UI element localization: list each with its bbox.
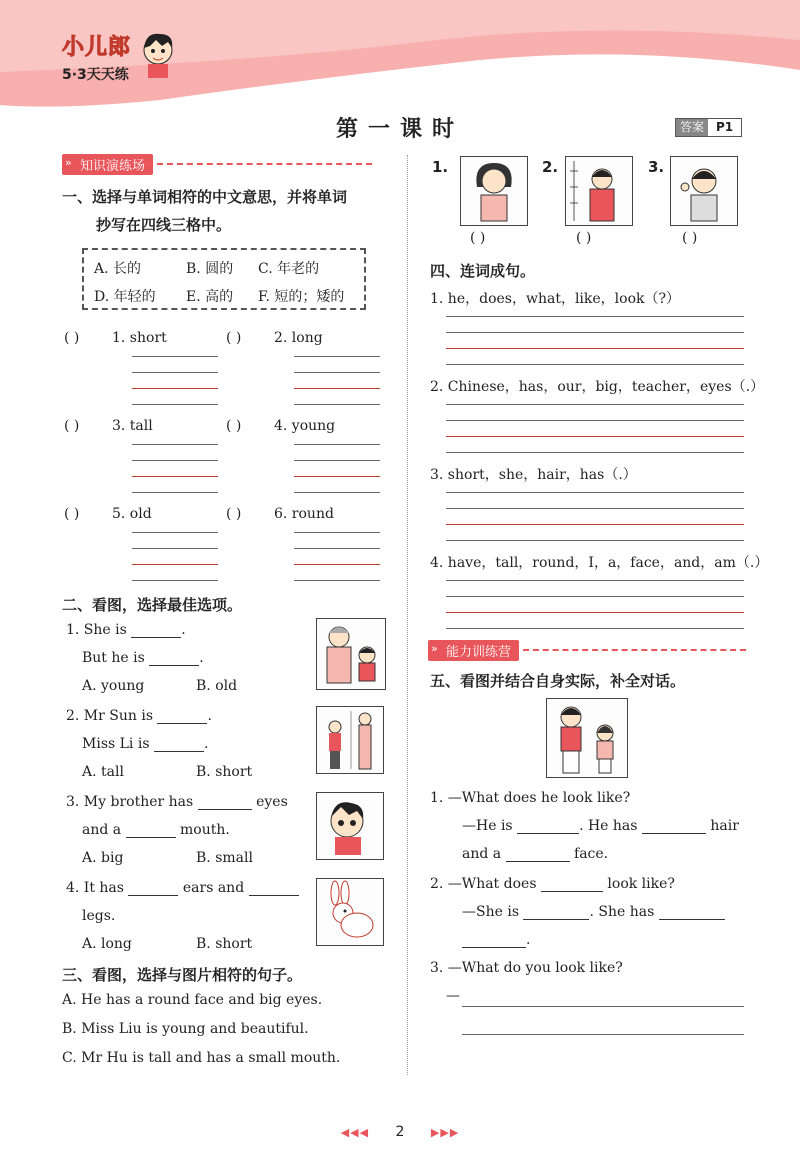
q4-item-4: 4. have，tall，round，I，a，face，and，am（.）: [430, 555, 769, 571]
answer-paren[interactable]: ( ): [226, 330, 242, 346]
writing-grid-line[interactable]: [446, 452, 744, 453]
q5-dash: —: [446, 988, 460, 1004]
writing-grid-line[interactable]: [446, 628, 744, 629]
answer-paren[interactable]: ( ): [64, 418, 80, 434]
writing-grid-line[interactable]: [446, 420, 744, 421]
q5-d2c: —She is: [462, 904, 520, 920]
dot: .: [203, 736, 209, 752]
blank[interactable]: [157, 723, 207, 724]
q3-sentence-b: B. Miss Liu is young and beautiful.: [62, 1021, 309, 1037]
q4-item-3: 3. short，she，hair，has（.）: [430, 467, 637, 483]
options-box: [82, 248, 366, 310]
writing-grid-line[interactable]: [446, 580, 744, 581]
q4-title: 四、连词成句。: [430, 262, 536, 280]
blank[interactable]: [659, 919, 725, 920]
writing-grid-line[interactable]: [446, 508, 744, 509]
section-tag-label: 知识演练场: [80, 158, 146, 174]
column-divider: [407, 155, 408, 1075]
prev-arrows-icon: ◀◀◀: [340, 1126, 370, 1139]
blank[interactable]: [541, 891, 603, 892]
writing-grid-line[interactable]: [132, 460, 218, 461]
dot: .: [526, 932, 531, 948]
blank[interactable]: [506, 861, 570, 862]
q2-item1-line2: [82, 650, 204, 666]
next-arrows-icon: ▶▶▶: [430, 1126, 460, 1139]
pic-num-1: 1.: [432, 158, 449, 176]
rabbit-picture: [316, 878, 384, 946]
vocab-item-4: 4. young: [274, 418, 336, 434]
q2-i4b-text: legs.: [82, 908, 116, 924]
q5-d2b: look like?: [607, 876, 675, 892]
writing-grid-line[interactable]: [294, 460, 380, 461]
section-tag-label: 能力训练营: [446, 644, 512, 660]
q5-d2d: . She has: [589, 904, 655, 920]
writing-grid-line[interactable]: [294, 492, 380, 493]
q2-i4a2-text: ears and: [182, 880, 245, 896]
answer-line[interactable]: [462, 1006, 744, 1007]
writing-grid-line[interactable]: [294, 580, 380, 581]
q2-item1-line1: [66, 622, 186, 638]
writing-grid-line[interactable]: [132, 388, 218, 389]
grandma-boy-picture: [316, 618, 386, 690]
vocab-item-3: 3. tall: [112, 418, 153, 434]
writing-grid-line[interactable]: [132, 356, 218, 357]
mr-sun-miss-li-picture: [316, 706, 384, 774]
blank[interactable]: [128, 895, 178, 896]
answer-paren[interactable]: ( ): [226, 506, 242, 522]
writing-grid-line[interactable]: [446, 332, 744, 333]
blank[interactable]: [198, 809, 252, 810]
writing-grid-line[interactable]: [294, 532, 380, 533]
blank[interactable]: [517, 833, 579, 834]
girl-picture: [460, 156, 528, 226]
writing-grid-line[interactable]: [294, 372, 380, 373]
q5-d1: 1. —What does he look like?: [430, 790, 631, 806]
pic-num-3: 3.: [648, 158, 665, 176]
vocab-item-5: 5. old: [112, 506, 152, 522]
q5-d1c: hair: [710, 818, 739, 834]
q2-opt-a-2: A. tall: [82, 764, 124, 780]
blank[interactable]: [462, 947, 526, 948]
q2-i4a-text: 4. It has: [66, 880, 124, 896]
option-d: D. 年轻的: [94, 289, 156, 305]
q4-item-1: 1. he，does，what，like，look（?）: [430, 291, 680, 307]
q1-title-line1: 一、选择与单词相符的中文意思，并将单词: [62, 188, 348, 206]
vocab-item-1: 1. short: [112, 330, 167, 346]
writing-grid-line[interactable]: [132, 532, 218, 533]
q2-opt-a-3: A. big: [82, 850, 124, 866]
writing-grid-line[interactable]: [446, 612, 744, 613]
q2-i3b2-text: mouth.: [180, 822, 230, 838]
writing-grid-line[interactable]: [294, 564, 380, 565]
q5-d2: 2. —What does: [430, 876, 537, 892]
answer-paren[interactable]: ( ): [64, 506, 80, 522]
option-e: E. 高的: [186, 289, 234, 305]
q5-d1a: —He is: [462, 818, 513, 834]
writing-grid-line[interactable]: [132, 476, 218, 477]
dot: .: [207, 708, 212, 724]
writing-grid-line[interactable]: [446, 316, 744, 317]
q3-sentence-a: A. He has a round face and big eyes.: [62, 992, 323, 1008]
q2-i3a-text: 3. My brother has: [66, 794, 194, 810]
page-title: 第一课时: [335, 117, 464, 142]
q2-i3b-text: and a: [82, 822, 122, 838]
q2-i1a-text: 1. She is: [66, 622, 127, 638]
page-number: 2: [395, 1124, 405, 1140]
answer-paren[interactable]: ( ): [470, 230, 486, 246]
dot: .: [199, 650, 204, 666]
q2-title: 二、看图，选择最佳选项。: [62, 596, 243, 614]
q5-d1d: and a: [462, 846, 502, 862]
answer-paren[interactable]: ( ): [682, 230, 698, 246]
writing-grid-line[interactable]: [294, 548, 380, 549]
dot: .: [181, 622, 186, 638]
q5-d1b: . He has: [579, 818, 638, 834]
q3-sentence-c: C. Mr Hu is tall and has a small mouth.: [62, 1050, 341, 1066]
writing-grid-line[interactable]: [132, 404, 218, 405]
answer-paren[interactable]: ( ): [226, 418, 242, 434]
q1-title-line2: 抄写在四线三格中。: [96, 216, 232, 234]
writing-grid-line[interactable]: [132, 548, 218, 549]
writing-grid-line[interactable]: [294, 356, 380, 357]
q5-d1e: face.: [574, 846, 609, 862]
writing-grid-line[interactable]: [294, 476, 380, 477]
q2-opt-a-1: A. young: [82, 678, 145, 694]
writing-grid-line[interactable]: [446, 540, 744, 541]
vocab-item-2: 2. long: [274, 330, 323, 346]
blank[interactable]: [523, 919, 589, 920]
writing-grid-line[interactable]: [446, 596, 744, 597]
vocab-item-6: 6. round: [274, 506, 334, 522]
section-tag-ability: » 能力训练营: [428, 640, 746, 660]
q2-opt-a-4: A. long: [82, 936, 132, 952]
answer-paren[interactable]: ( ): [64, 330, 80, 346]
logo-subtitle: 5·3天天练: [62, 67, 129, 83]
answer-key-label: 答案: [676, 119, 708, 136]
option-b: B. 圆的: [186, 261, 234, 277]
logo-title: 小儿郎: [62, 35, 132, 60]
boy-height-picture: [565, 156, 633, 226]
answer-paren[interactable]: ( ): [576, 230, 592, 246]
writing-grid-line[interactable]: [446, 404, 744, 405]
blank[interactable]: [154, 751, 204, 752]
blank[interactable]: [249, 895, 299, 896]
q2-opt-b-3: B. small: [196, 850, 253, 866]
writing-grid-line[interactable]: [294, 404, 380, 405]
q2-i1b-text: But he is: [82, 650, 145, 666]
q2-opt-b-4: B. short: [196, 936, 253, 952]
writing-grid-line[interactable]: [446, 524, 744, 525]
writing-grid-line[interactable]: [132, 580, 218, 581]
pic-num-2: 2.: [542, 158, 559, 176]
option-a: A. 长的: [94, 261, 142, 277]
q2-opt-b-2: B. short: [196, 764, 253, 780]
answer-key-badge: [675, 118, 742, 137]
writing-grid-line[interactable]: [294, 444, 380, 445]
blank[interactable]: [642, 833, 706, 834]
writing-grid-line[interactable]: [294, 388, 380, 389]
brother-picture: [316, 792, 384, 860]
blank[interactable]: [131, 637, 181, 638]
writing-grid-line[interactable]: [132, 564, 218, 565]
blank[interactable]: [126, 837, 176, 838]
boy-pointing-picture: [670, 156, 738, 226]
writing-grid-line[interactable]: [446, 364, 744, 365]
writing-grid-line[interactable]: [446, 492, 744, 493]
writing-grid-line[interactable]: [446, 436, 744, 437]
blank[interactable]: [149, 665, 199, 666]
writing-grid-line[interactable]: [132, 372, 218, 373]
q2-i2b-text: Miss Li is: [82, 736, 150, 752]
page-footer: [0, 1124, 800, 1140]
q5-d3: 3. —What do you look like?: [430, 960, 623, 976]
writing-grid-line[interactable]: [132, 492, 218, 493]
q2-opt-b-1: B. old: [196, 678, 238, 694]
answer-line[interactable]: [462, 1034, 744, 1035]
q4-item-2: 2. Chinese，has，our，big，teacher，eyes（.）: [430, 379, 765, 395]
answer-page: P1: [716, 120, 734, 134]
option-f: F. 短的；矮的: [258, 289, 345, 305]
q2-i2a-text: 2. Mr Sun is: [66, 708, 154, 724]
q3-title: 三、看图，选择与图片相符的句子。: [62, 966, 303, 984]
q5-title: 五、看图并结合自身实际，补全对话。: [430, 672, 686, 690]
writing-grid-line[interactable]: [132, 444, 218, 445]
boy-girl-picture: [546, 698, 628, 778]
option-c: C. 年老的: [258, 261, 320, 277]
q2-i3a2-text: eyes: [256, 794, 288, 810]
section-tag-knowledge: » 知识演练场: [62, 154, 372, 174]
mascot-icon: [138, 28, 180, 80]
writing-grid-line[interactable]: [446, 348, 744, 349]
